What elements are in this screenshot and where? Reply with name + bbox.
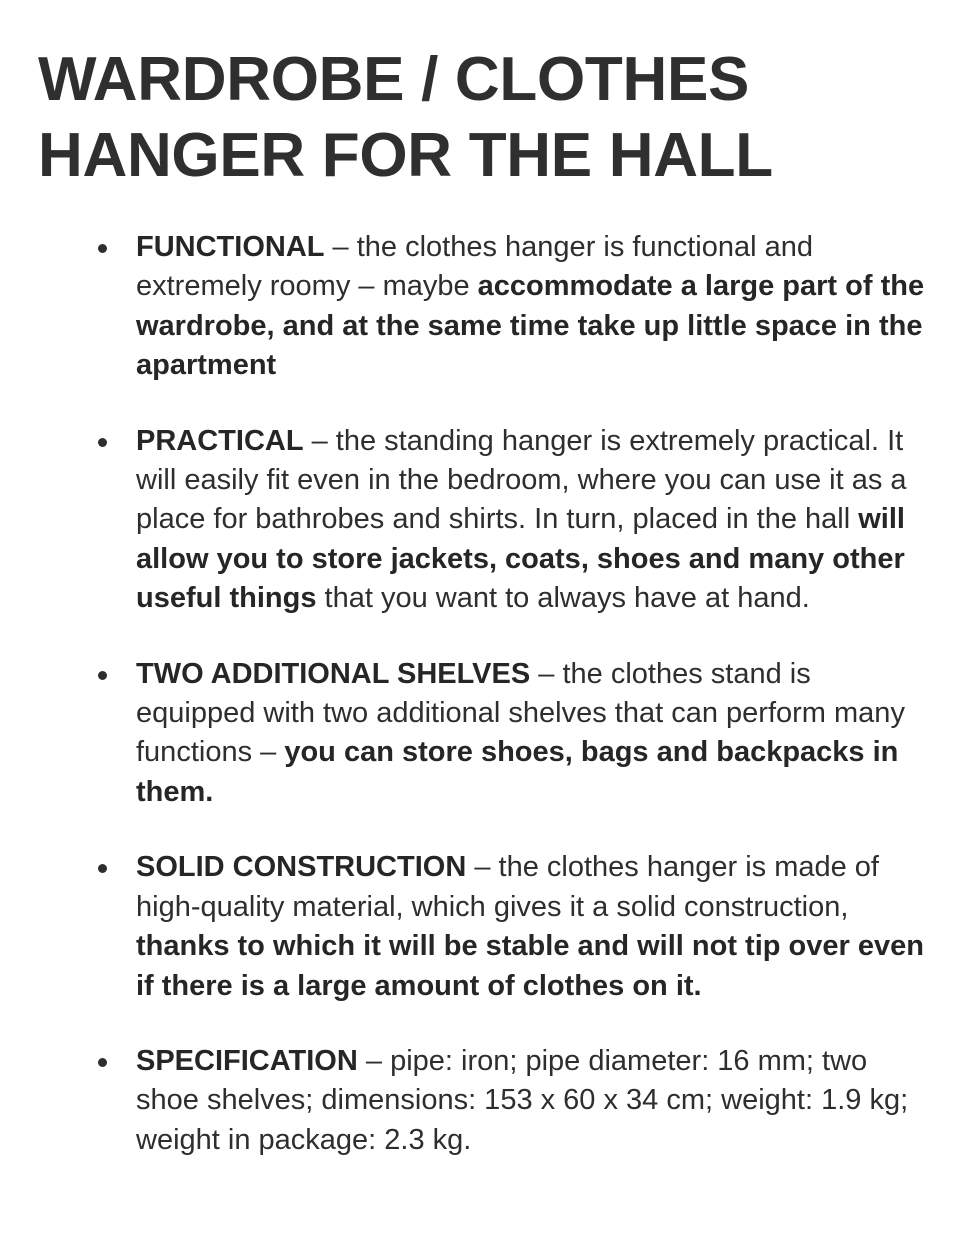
bullet-dot-icon (98, 438, 107, 447)
feature-separator: – (530, 657, 563, 690)
feature-text: the clothes hanger is functional and extremely roomy – maybe (136, 231, 813, 303)
title-line-1: WARDROBE / CLOTHES (38, 45, 750, 114)
feature-item-practical (0, 422, 960, 619)
feature-item-shelves (0, 655, 960, 813)
feature-separator: – (303, 424, 336, 457)
feature-separator: – (466, 851, 499, 884)
feature-item-functional (0, 228, 960, 386)
bullet-dot-icon (98, 864, 107, 873)
feature-bold-text: thanks to which it will be stable and will not tip over even if there is a large amount of clothes on it. (136, 930, 924, 1002)
feature-text: pipe: iron; pipe diameter: 16 mm; two shoe shelves; dimensions: 153 x 60 x 34 cm; weight: 1.9 kg; weight in package: 2.3 kg. (136, 1044, 909, 1156)
feature-bold-text: you can store shoes, bags and backpacks in them. (136, 736, 899, 808)
bullet-dot-icon (98, 1058, 107, 1067)
feature-bold-text: accommodate a large part of the wardrobe, and at the same time take up little space in the apartment (136, 270, 925, 382)
feature-separator: – (324, 231, 357, 263)
feature-heading: PRACTICAL (136, 424, 304, 457)
bullet-dot-icon (98, 244, 107, 253)
feature-text-tail: that you want to always have at hand. (316, 582, 810, 615)
feature-separator: – (357, 1044, 391, 1077)
feature-text: the clothes hanger is made of high-quality material, which gives it a solid construction, (136, 851, 879, 923)
title-line-2: HANGER FOR THE HALL (38, 121, 773, 190)
bullet-dot-icon (98, 671, 107, 680)
feature-heading: FUNCTIONAL (136, 231, 325, 263)
feature-item-specification (0, 1042, 960, 1160)
feature-heading: TWO ADDITIONAL SHELVES (136, 657, 531, 690)
feature-text: the standing hanger is extremely practical. It will easily fit even in the bedroom, where you can use it as a place for bathrobes and shirts. In turn, placed in the hall (136, 424, 907, 536)
feature-item-construction (0, 848, 960, 1006)
page-title (38, 42, 918, 194)
feature-heading: SPECIFICATION (136, 1044, 358, 1077)
feature-heading: SOLID CONSTRUCTION (136, 851, 467, 884)
feature-text: the clothes stand is equipped with two additional shelves that can perform many functions – (136, 657, 905, 769)
feature-bold-text: will allow you to store jackets, coats, shoes and many other useful things (136, 503, 905, 615)
feature-list (0, 228, 960, 1196)
